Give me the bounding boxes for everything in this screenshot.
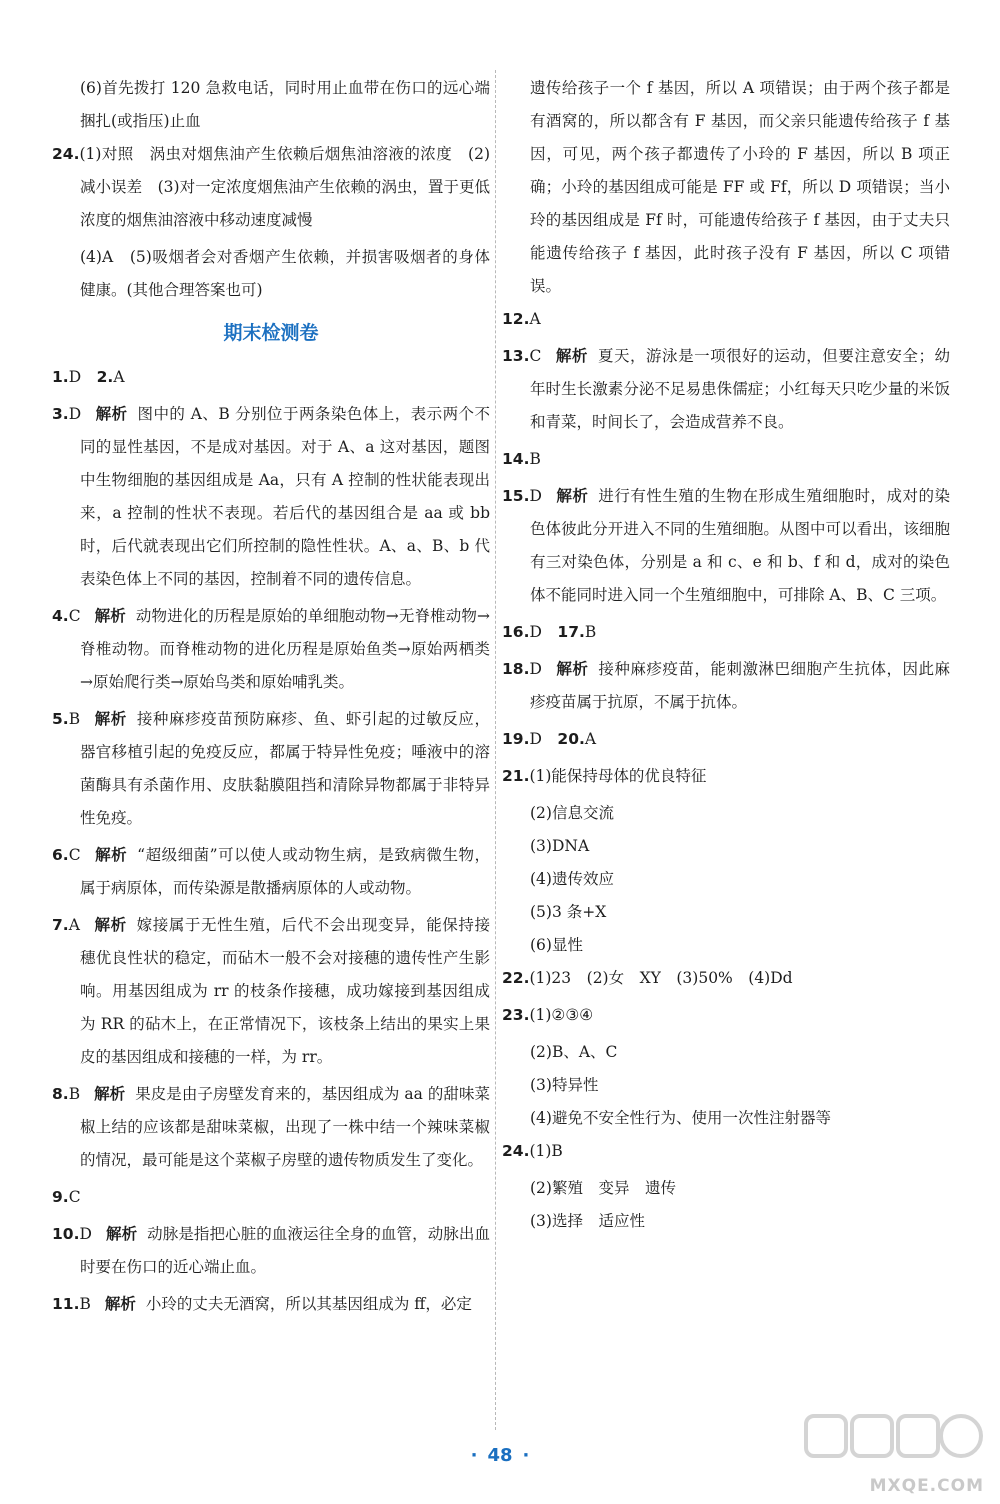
answer-item-3: 3.D 解析 图中的 A、B 分别位于两条染色体上，表示两个不同的显性基因，不是成对基因。对于 A、a 这对基因，题图中生物细胞的基因组成是 Aa，只有 A 控制的性状能表现出来，a 控制的性状不表现。若后代的基因组合是 aa 或 bb 时，后代就表现出它们所控制的隐性性状。A、a、B、b 代表染色体上不同的基因，控制着不同的遗传信息。: [52, 405, 490, 588]
page-dot-right-icon: ·: [522, 1445, 530, 1466]
right-column: [502, 72, 950, 1238]
section-title: 期末检测卷: [223, 322, 319, 344]
answer-item-9: 9.C: [52, 1188, 81, 1206]
page-number-text: 48: [487, 1445, 513, 1466]
answer-item-21-sub: (6)显性: [530, 936, 583, 954]
answer-item-23-sub: (2)B、A、C: [530, 1043, 618, 1061]
left-column: [52, 72, 490, 1325]
answer-item-21-sub: (3)DNA: [530, 837, 590, 855]
answer-item-24: 24.(1)对照 涡虫对烟焦油产生依赖后烟焦油溶液的浓度 (2)减小误差 (3)对一定浓度烟焦油产生依赖的涡虫，置于更低浓度的烟焦油溶液中移动速度减慢: [52, 145, 490, 229]
answer-item-23-sub: (3)特异性: [530, 1076, 599, 1094]
answer-item-23: 23.(1)②③④: [502, 1006, 594, 1024]
answer-item-6: 6.C 解析 “超级细菌”可以使人或动物生病，是致病微生物，属于病原体，而传染源是散播病原体的人或动物。: [52, 846, 490, 897]
page-dot-left-icon: ·: [470, 1445, 478, 1466]
answer-item-13: 13.C 解析 夏天，游泳是一项很好的运动，但要注意安全；幼年时生长激素分泌不足易患侏儒症；小红每天只吃少量的米饭和青菜，时间长了，会造成营养不良。: [502, 347, 950, 431]
answer-item-11-cont: 遗传给孩子一个 f 基因，所以 A 项错误；由于两个孩子都是有酒窝的，所以都含有 F 基因，而父亲只能遗传给孩子 f 基因，可见，两个孩子都遗传了小玲的 F 基因，所以 B 项正确；小玲的基因组成可能是 FF 或 Ff，所以 D 项错误；当小玲的基因组成是 Ff 时，可能遗传给孩子 f 基因，由于丈夫只能遗传给孩子 f 基因，此时孩子没有 F 基因，所以 C 项错误。: [530, 79, 950, 295]
watermark-logo: [798, 1408, 988, 1498]
answer-item-24b-sub: (3)选择 适应性: [530, 1212, 645, 1230]
answer-item-14: 14.B: [502, 450, 541, 468]
answer-item-24-cont: (4)A (5)吸烟者会对香烟产生依赖，并损害吸烟者的身体健康。(其他合理答案也可): [80, 248, 490, 299]
answer-item-12: 12.A: [502, 310, 541, 328]
answer-item-19-20: 19.D 20.A: [502, 730, 597, 748]
watermark-text: MXQE.COM: [869, 1476, 984, 1496]
answer-item-15: 15.D 解析 进行有性生殖的生物在形成生殖细胞时，成对的染色体彼此分开进入不同的生殖细胞。从图中可以看出，该细胞有三对染色体，分别是 a 和 c、e 和 b、f 和 d，成对的染色体不能同时进入同一个生殖细胞中，可排除 A、B、C 三项。: [502, 487, 950, 604]
answer-item-23-sub: (4)避免不安全性行为、使用一次性注射器等: [530, 1109, 831, 1127]
answer-item-7: 7.A 解析 嫁接属于无性生殖，后代不会出现变异，能保持接穗优良性状的稳定，而砧木一般不会对接穗的遗传性产生影响。用基因组成为 rr 的枝条作接穗，成功嫁接到基因组成为 RR 的砧木上，在正常情况下，该枝条上结出的果实上果皮的基因组成和接穗的一样，为 rr。: [52, 916, 490, 1066]
answer-item-5: 5.B 解析 接种麻疹疫苗预防麻疹、鱼、虾引起的过敏反应，器官移植引起的免疫反应，都属于特异性免疫；唾液中的溶菌酶具有杀菌作用、皮肤黏膜阻挡和清除异物都属于非特异性免疫。: [52, 710, 490, 827]
answer-item-16-17: 16.D 17.B: [502, 623, 597, 641]
answer-item-11: 11.B 解析 小玲的丈夫无酒窝，所以其基因组成为 ff，必定: [52, 1295, 472, 1313]
answer-item-21: 21.(1)能保持母体的优良特征: [502, 767, 707, 785]
answer-item-24b-sub: (2)繁殖 变异 遗传: [530, 1179, 676, 1197]
answer-item-21-sub: (4)遗传效应: [530, 870, 614, 888]
answer-item-1-2: 1.D 2.A: [52, 368, 125, 386]
answer-item-18: 18.D 解析 接种麻疹疫苗，能刺激淋巴细胞产生抗体，因此麻疹疫苗属于抗原，不属于抗体。: [502, 660, 950, 711]
answer-item-4: 4.C 解析 动物进化的历程是原始的单细胞动物→无脊椎动物→脊椎动物。而脊椎动物的进化历程是原始鱼类→原始两栖类→原始爬行类→原始鸟类和原始哺乳类。: [52, 607, 490, 691]
column-divider: [495, 70, 496, 1430]
answer-item-10: 10.D 解析 动脉是指把心脏的血液运往全身的血管，动脉出血时要在伤口的近心端止血。: [52, 1225, 490, 1276]
answer-item-24b: 24.(1)B: [502, 1142, 563, 1160]
answer-continuation: (6)首先拨打 120 急救电话，同时用止血带在伤口的远心端捆扎(或指压)止血: [80, 79, 490, 130]
answer-item-22: 22.(1)23 (2)女 XY (3)50% (4)Dd: [502, 969, 793, 987]
answer-item-21-sub: (5)3 条+X: [530, 903, 607, 921]
answer-item-8: 8.B 解析 果皮是由子房壁发育来的，基因组成为 aa 的甜味菜椒上结的应该都是甜味菜椒，出现了一株中结一个辣味菜椒的情况，最可能是这个菜椒子房壁的遗传物质发生了变化。: [52, 1085, 490, 1169]
answer-item-21-sub: (2)信息交流: [530, 804, 614, 822]
